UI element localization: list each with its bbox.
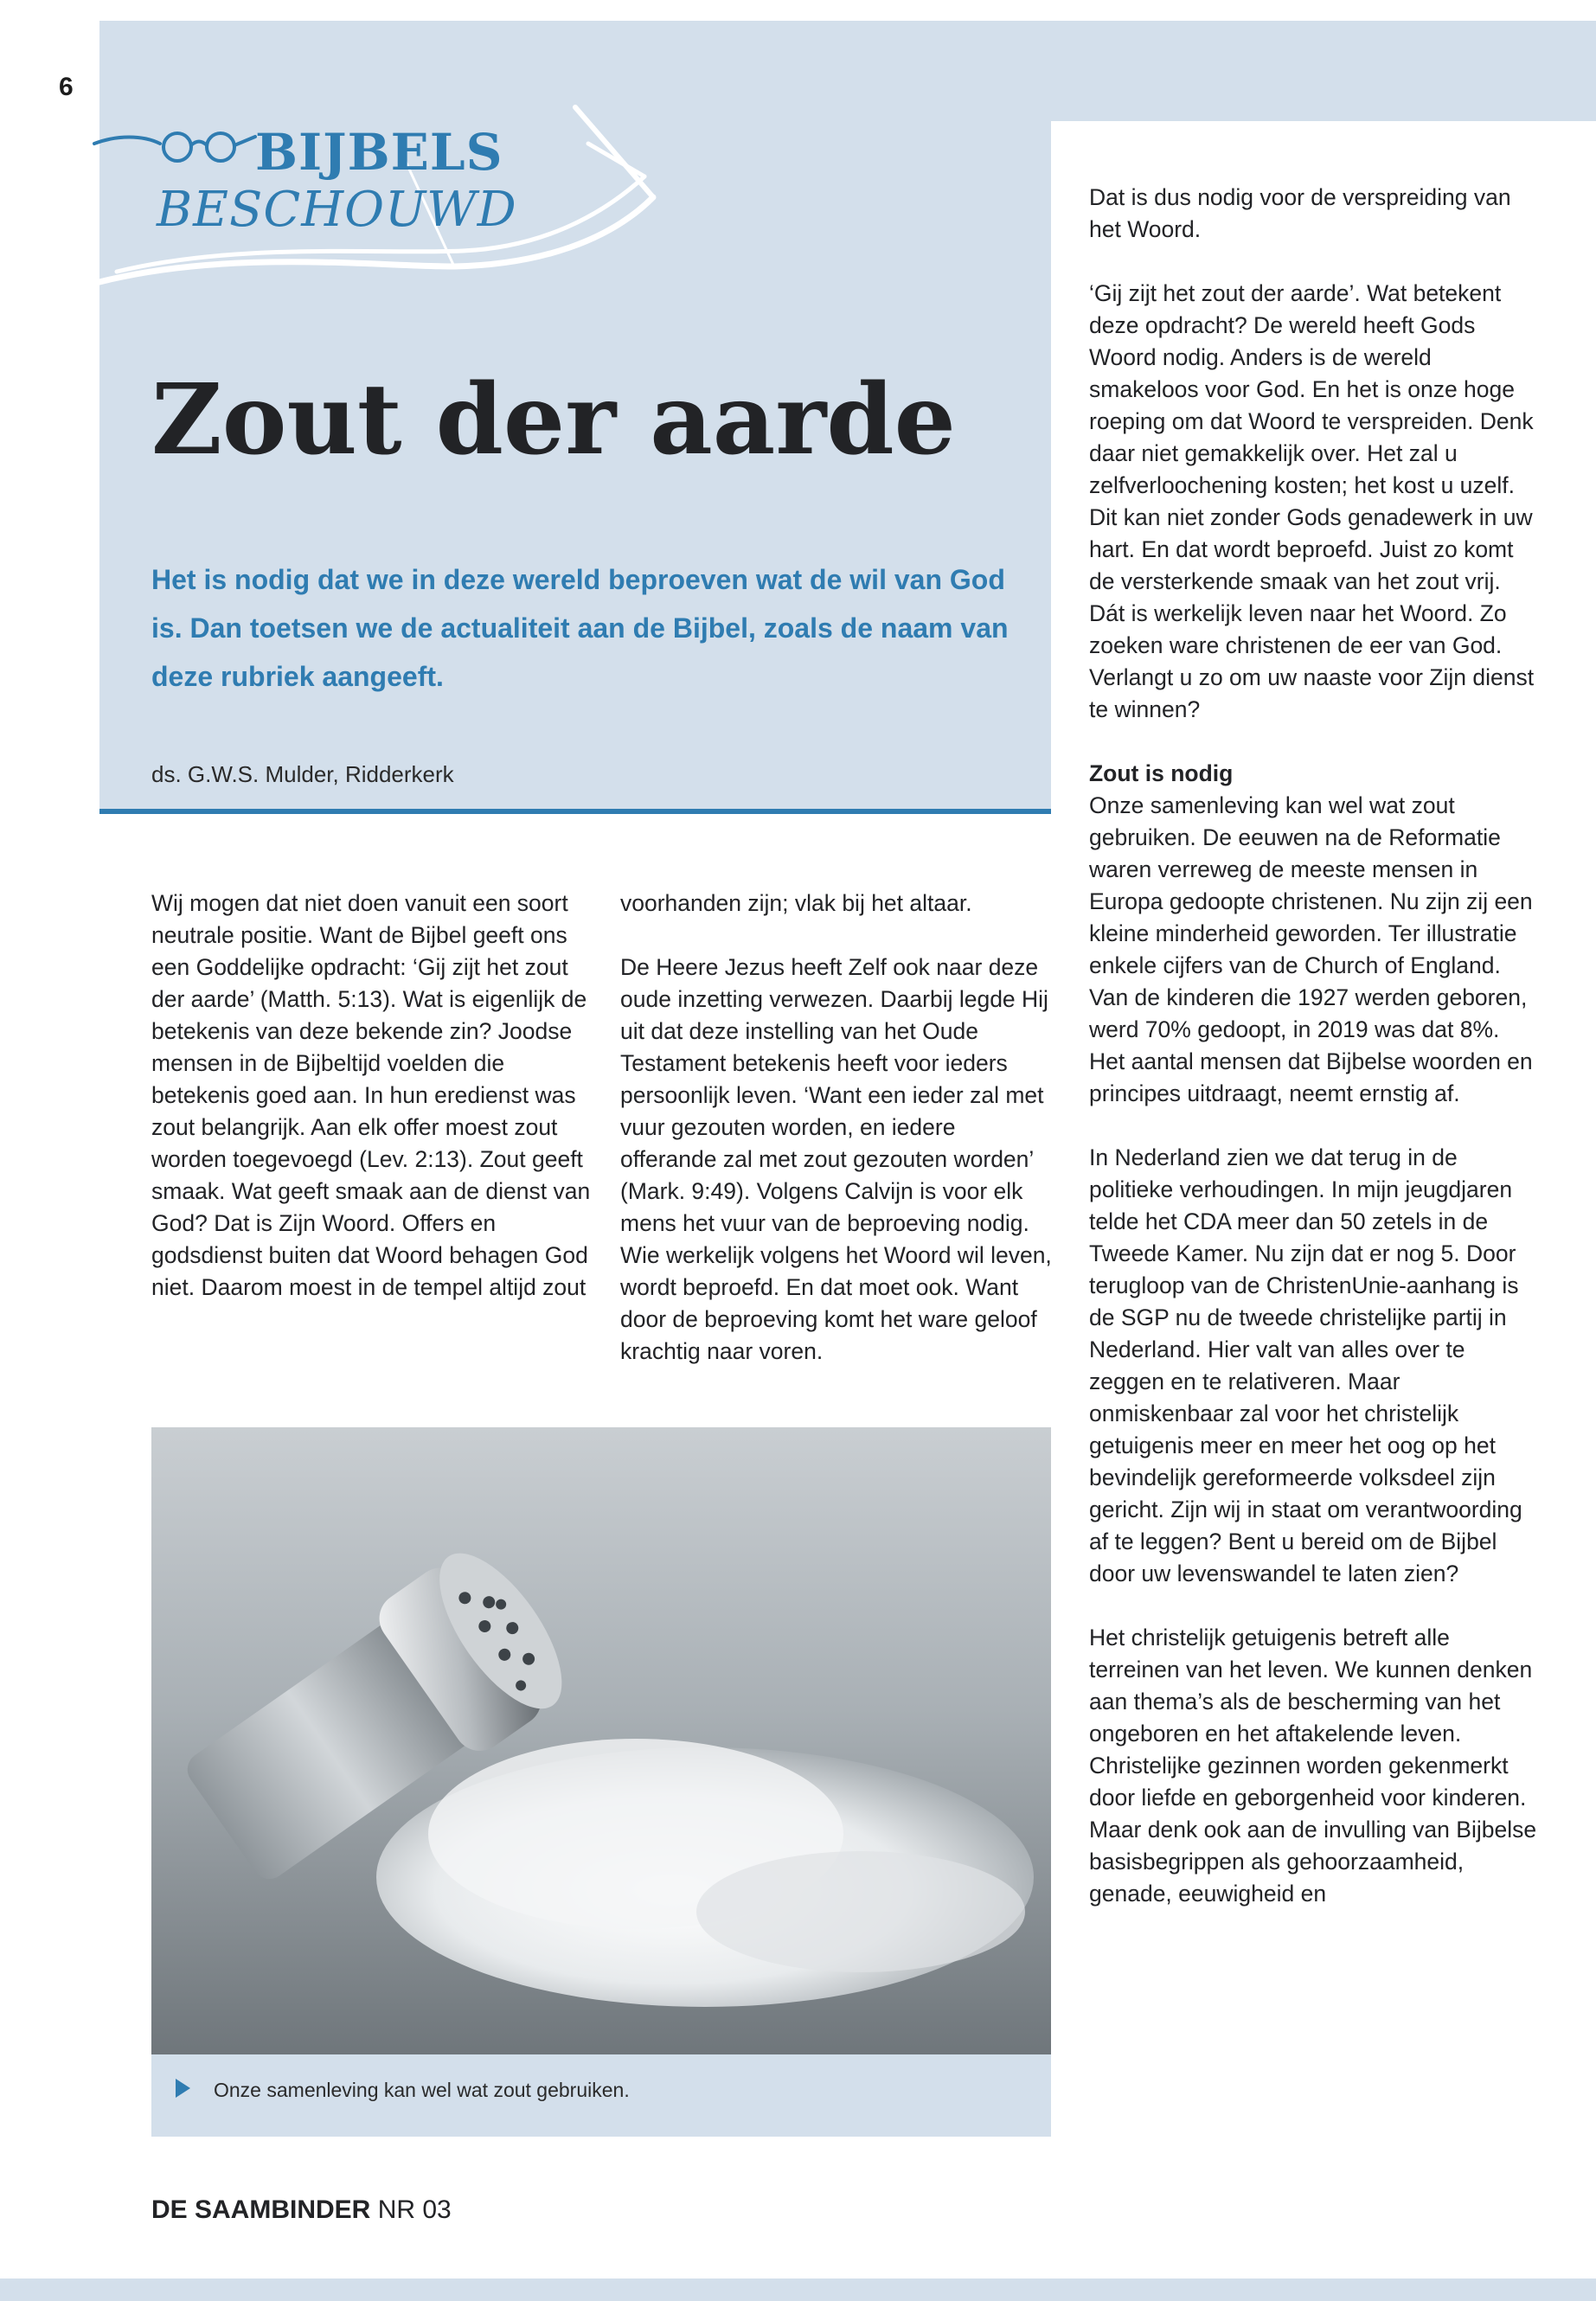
paragraph: De Heere Jezus heeft Zelf ook naar deze oude inzetting verwezen. Daarbij legde Hij uit dat deze instelling van het Oude Testament betekenis heeft voor ieders persoonlijk leven. ‘Want een ieder zal met vuur gezouten worden, en iedere offerande zal met zout gezouten worden’ (Mark. 9:49). Volgens Calvijn is voor elk mens het vuur van de beproeving nodig. Wie werkelijk volgens het Woord wil leven, wordt beproefd. En dat moet ook. Want door de beproeving komt het ware geloof krachtig naar voren. <box>620 954 1052 1364</box>
caption-text: Onze samenleving kan wel wat zout gebruiken. <box>214 2079 630 2101</box>
section-heading: Zout is nodig <box>1089 760 1234 786</box>
photo-caption <box>151 2054 1051 2137</box>
paragraph: Dat is dus nodig voor de verspreiding van het Woord. <box>1089 184 1511 242</box>
caption-arrow-icon <box>176 2079 190 2098</box>
paragraph: In Nederland zien we dat terug in de politieke verhoudingen. In mijn jeugdjaren telde het CDA meer dan 50 zetels in de Tweede Kamer. Nu zijn dat er nog 5. Door terugloop van de ChristenUnie-aanhang is de SGP nu de tweede christelijke partij in Nederland. Hier valt van alles over te zeggen en te relativeren. Maar onmiskenbaar zal voor het christelijk getuigenis meer en meer het oog op het bevindelijk gereformeerde volksdeel zijn gericht. Zijn wij in staat om verantwoording af te leggen? Bent u bereid om de Bijbel door uw levenswandel te laten zien? <box>1089 1144 1522 1586</box>
column-title-line1: BIJBELS <box>255 123 503 182</box>
body-column-3 <box>1089 182 1539 1910</box>
column-title-line2: BESCHOUWD <box>157 182 517 238</box>
body-column-2 <box>620 888 1053 1368</box>
article-title: Zout der aarde <box>151 363 956 477</box>
glasses-icon <box>91 118 264 170</box>
salt-shaker-photo <box>151 1427 1051 2054</box>
page-footer-area <box>0 2175 1596 2279</box>
column-logo <box>91 102 662 288</box>
issue-number: NR 03 <box>377 2195 452 2224</box>
article-author: ds. G.W.S. Mulder, Ridderkerk <box>151 761 454 787</box>
paragraph: Onze samenleving kan wel wat zout gebruiken. De eeuwen na de Reformatie waren verreweg de meeste mensen in Europa gedoopte christenen. Nu zijn zij een kleine minderheid geworden. Ter illustratie enkele cijfers van de Church of England. Van de kinderen die 1927 werden geboren, werd 70% gedoopt, in 2019 was dat 8%. Het aantal mensen dat Bijbelse woorden en principes uitdraagt, neemt ernstig af. <box>1089 792 1533 1106</box>
paragraph: Wij mogen dat niet doen vanuit een soort neutrale positie. Want de Bijbel geeft ons een Goddelijke opdracht: ‘Gij zijt het zout der aarde’ (Matth. 5:13). Wat is eigenlijk de betekenis van deze bekende zin? Joodse mensen in de Bijbeltijd voelden die betekenis goed aan. In hun eredienst was zout belangrijk. Aan elk offer moest zout worden toegevoegd (Lev. 2:13). Zout geeft smaak. Wat geeft smaak aan de dienst van God? Dat is Zijn Woord. Offers en godsdienst buiten dat Woord behagen God niet. Daarom moest in de tempel altijd zout <box>151 890 591 1300</box>
footer-masthead <box>151 2195 452 2225</box>
body-column-1 <box>151 888 601 1304</box>
paragraph: ‘Gij zijt het zout der aarde’. Wat betekent deze opdracht? De wereld heeft Gods Woord nodig. Anders is de wereld smakeloos voor God. En het is onze hoge roeping om dat Woord te verspreiden. Denk daar niet gemakkelijk over. Het zal u zelfverloochening kosten; het kost u uzelf. Dit kan niet zonder Gods genadewerk in uw hart. En dat wordt beproefd. Juist zo komt de versterkende smaak van het zout vrij. Dát is werkelijk leven naar het Woord. Zo zoeken ware christenen de eer van God. Verlangt u zo om uw naaste voor Zijn dienst te winnen? <box>1089 280 1535 722</box>
page-bottom-band <box>0 2279 1596 2301</box>
paragraph: Het christelijk getuigenis betreft alle terreinen van het leven. We kunnen denken aan thema’s als de bescherming van het ongeboren en het aftakelende leven. Christelijke gezinnen worden gekenmerkt door liefde en geborgenheid voor kinderen. Maar denk ook aan de invulling van Bijbelse basisbegrippen als gehoorzaamheid, genade, eeuwigheid en <box>1089 1625 1537 1907</box>
page-left-margin <box>0 95 99 2301</box>
article-intro: Het is nodig dat we in deze wereld beproeven wat de wil van God is. Dan toetsen we de actualiteit aan de Bijbel, zoals de naam van deze rubriek aangeeft. <box>151 564 1009 692</box>
paragraph: voorhanden zijn; vlak bij het altaar. <box>620 890 972 916</box>
magazine-name: DE SAAMBINDER <box>151 2195 371 2224</box>
page-number: 6 <box>59 73 74 101</box>
